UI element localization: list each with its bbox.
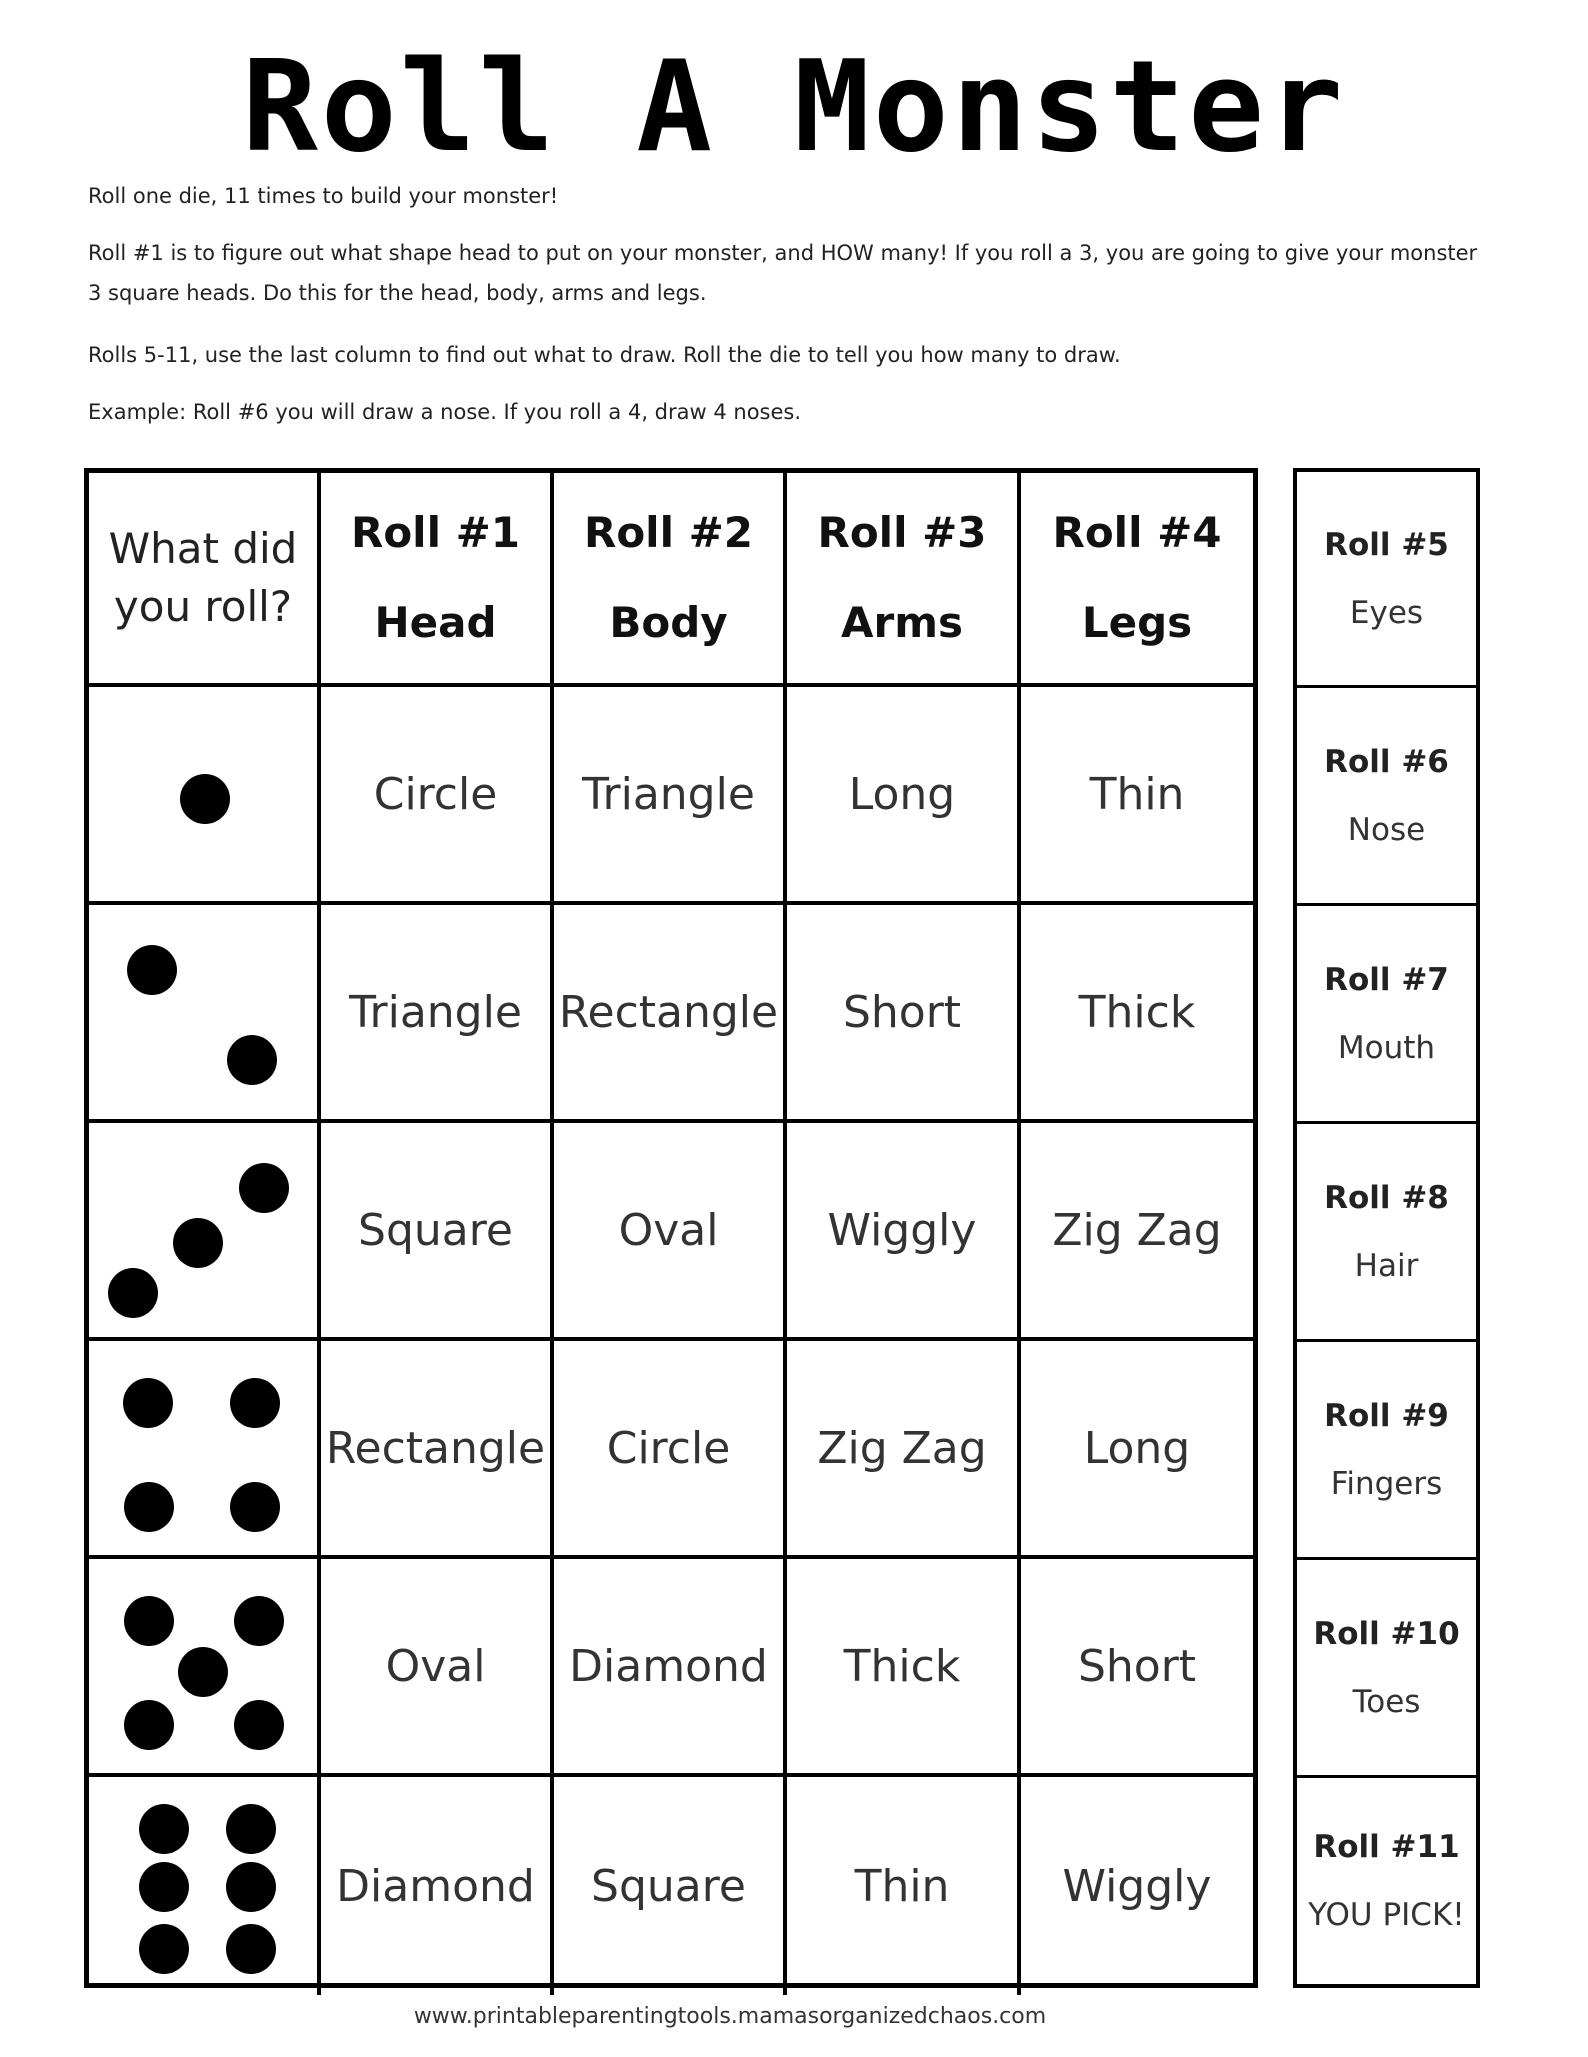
die-face-4 [89, 1341, 321, 1559]
table-cell [321, 1341, 554, 1559]
side-roll-11 [1297, 1778, 1476, 1984]
instruction-1: Roll one die, 11 times to build your monster! [88, 184, 559, 208]
column-part-label: Arms [841, 598, 963, 647]
cell-value: Wiggly [1062, 1860, 1212, 1912]
table-cell [321, 905, 554, 1123]
cell-value: Long [848, 768, 956, 820]
die-pip [139, 1924, 189, 1974]
column-roll-label: Roll #4 [1052, 508, 1222, 557]
side-part-label: Nose [1347, 811, 1426, 848]
table-cell [787, 1341, 1021, 1559]
die-face-5 [89, 1559, 321, 1777]
table-cell [554, 1777, 787, 1995]
die-pip [234, 1596, 284, 1646]
table-cell [787, 1777, 1021, 1995]
table-cell [554, 1341, 787, 1559]
side-roll-8 [1297, 1124, 1476, 1342]
die-pip [139, 1862, 189, 1912]
die-pip [124, 1482, 174, 1532]
cell-value: Thin [854, 1860, 950, 1912]
cell-value: Thick [1078, 986, 1196, 1038]
die-pip [108, 1268, 158, 1318]
question-line-1: What did [108, 524, 298, 573]
side-roll-label: Roll #10 [1313, 1615, 1460, 1652]
cell-value: Diamond [569, 1640, 768, 1692]
side-part-label: Hair [1354, 1247, 1419, 1284]
die-pip [226, 1924, 276, 1974]
table-cell [321, 1123, 554, 1341]
die-face-6 [89, 1777, 321, 1995]
table-cell [787, 1559, 1021, 1777]
table-cell [1021, 905, 1253, 1123]
table-cell [1021, 1559, 1253, 1777]
side-roll-6 [1297, 688, 1476, 906]
table-cell [554, 905, 787, 1123]
cell-value: Oval [385, 1640, 486, 1692]
die-pip [234, 1700, 284, 1750]
side-roll-label: Roll #9 [1324, 1397, 1449, 1434]
cell-value: Zig Zag [1052, 1204, 1222, 1256]
cell-value: Oval [618, 1204, 719, 1256]
table-cell [787, 1123, 1021, 1341]
column-part-label: Body [609, 598, 728, 647]
cell-value: Long [1083, 1422, 1191, 1474]
die-pip [239, 1163, 289, 1213]
side-part-label: YOU PICK! [1308, 1897, 1465, 1933]
die-pip [230, 1482, 280, 1532]
die-pip [123, 1378, 173, 1428]
cell-value: Rectangle [558, 986, 779, 1038]
side-roll-5 [1297, 472, 1476, 688]
die-2-icon [89, 905, 321, 1119]
side-part-label: Fingers [1330, 1465, 1443, 1502]
die-pip [180, 774, 230, 824]
table-cell [787, 905, 1021, 1123]
die-face-2 [89, 905, 321, 1123]
side-roll-label: Roll #11 [1313, 1829, 1460, 1865]
table-cell [554, 1123, 787, 1341]
table-cell [554, 1559, 787, 1777]
die-6-icon [89, 1777, 321, 1991]
column-header-roll-3 [787, 473, 1021, 687]
table-cell [787, 687, 1021, 905]
footer-url: www.printableparentingtools.mamasorganizedchaos.com [413, 2004, 1047, 2029]
side-part-label: Mouth [1337, 1029, 1436, 1066]
page-title: Roll A Monster [241, 33, 1347, 180]
die-face-3 [89, 1123, 321, 1341]
cell-value: Thick [843, 1640, 961, 1692]
column-part-label: Head [374, 598, 497, 647]
side-part-label: Eyes [1349, 594, 1424, 631]
die-pip [124, 1700, 174, 1750]
instruction-4: Example: Roll #6 you will draw a nose. If you roll a 4, draw 4 noses. [88, 400, 802, 424]
side-roll-label: Roll #7 [1324, 961, 1449, 998]
column-header-roll-1 [321, 473, 554, 687]
cell-value: Zig Zag [817, 1422, 987, 1474]
cell-value: Circle [373, 768, 498, 820]
cell-value: Triangle [349, 986, 522, 1038]
die-pip [173, 1218, 223, 1268]
die-face-1 [89, 687, 321, 905]
die-3-icon [89, 1123, 321, 1337]
die-pip [124, 1596, 174, 1646]
question-line-2: you roll? [113, 582, 293, 631]
side-roll-10 [1297, 1560, 1476, 1778]
table-cell [1021, 1123, 1253, 1341]
side-roll-7 [1297, 906, 1476, 1124]
die-pip [226, 1862, 276, 1912]
column-roll-label: Roll #1 [350, 508, 521, 557]
die-pip [127, 945, 177, 995]
die-1-icon [89, 687, 321, 901]
table-cell [1021, 1777, 1253, 1995]
column-roll-label: Roll #2 [583, 508, 754, 557]
extra-rolls-column [1293, 468, 1480, 1988]
cell-value: Circle [606, 1422, 731, 1474]
side-roll-9 [1297, 1342, 1476, 1560]
side-part-label: Toes [1352, 1683, 1421, 1720]
cell-value: Square [591, 1860, 746, 1912]
question-header [89, 473, 321, 687]
die-5-icon [89, 1559, 321, 1773]
die-pip [227, 1035, 277, 1085]
side-roll-label: Roll #8 [1324, 1179, 1449, 1216]
table-cell [321, 1777, 554, 1995]
side-roll-label: Roll #5 [1324, 526, 1449, 563]
table-cell [321, 687, 554, 905]
cell-value: Wiggly [827, 1204, 977, 1256]
die-pip [226, 1804, 276, 1854]
column-header-roll-2 [554, 473, 787, 687]
cell-value: Rectangle [325, 1422, 546, 1474]
cell-value: Triangle [582, 768, 755, 820]
die-pip [178, 1647, 228, 1697]
die-pip [139, 1804, 189, 1854]
cell-value: Short [1077, 1640, 1197, 1692]
cell-value: Short [842, 986, 962, 1038]
table-cell [321, 1559, 554, 1777]
column-part-label: Legs [1081, 598, 1193, 647]
die-4-icon [89, 1341, 321, 1555]
roll-table [84, 468, 1258, 1988]
table-cell [1021, 687, 1253, 905]
instruction-2: Roll #1 is to figure out what shape head to put on your monster, and HOW many! If you roll a 3, you are going to give your monster 3 square heads. Do this for the head, body, arms and legs. [88, 241, 1478, 305]
cell-value: Thin [1089, 768, 1185, 820]
column-roll-label: Roll #3 [817, 508, 987, 557]
side-roll-label: Roll #6 [1324, 743, 1449, 780]
cell-value: Diamond [336, 1860, 535, 1912]
instruction-3: Rolls 5-11, use the last column to find out what to draw. Roll the die to tell you how many to draw. [88, 343, 1121, 367]
cell-value: Square [358, 1204, 513, 1256]
die-pip [230, 1378, 280, 1428]
table-cell [554, 687, 787, 905]
table-cell [1021, 1341, 1253, 1559]
column-header-roll-4 [1021, 473, 1253, 687]
